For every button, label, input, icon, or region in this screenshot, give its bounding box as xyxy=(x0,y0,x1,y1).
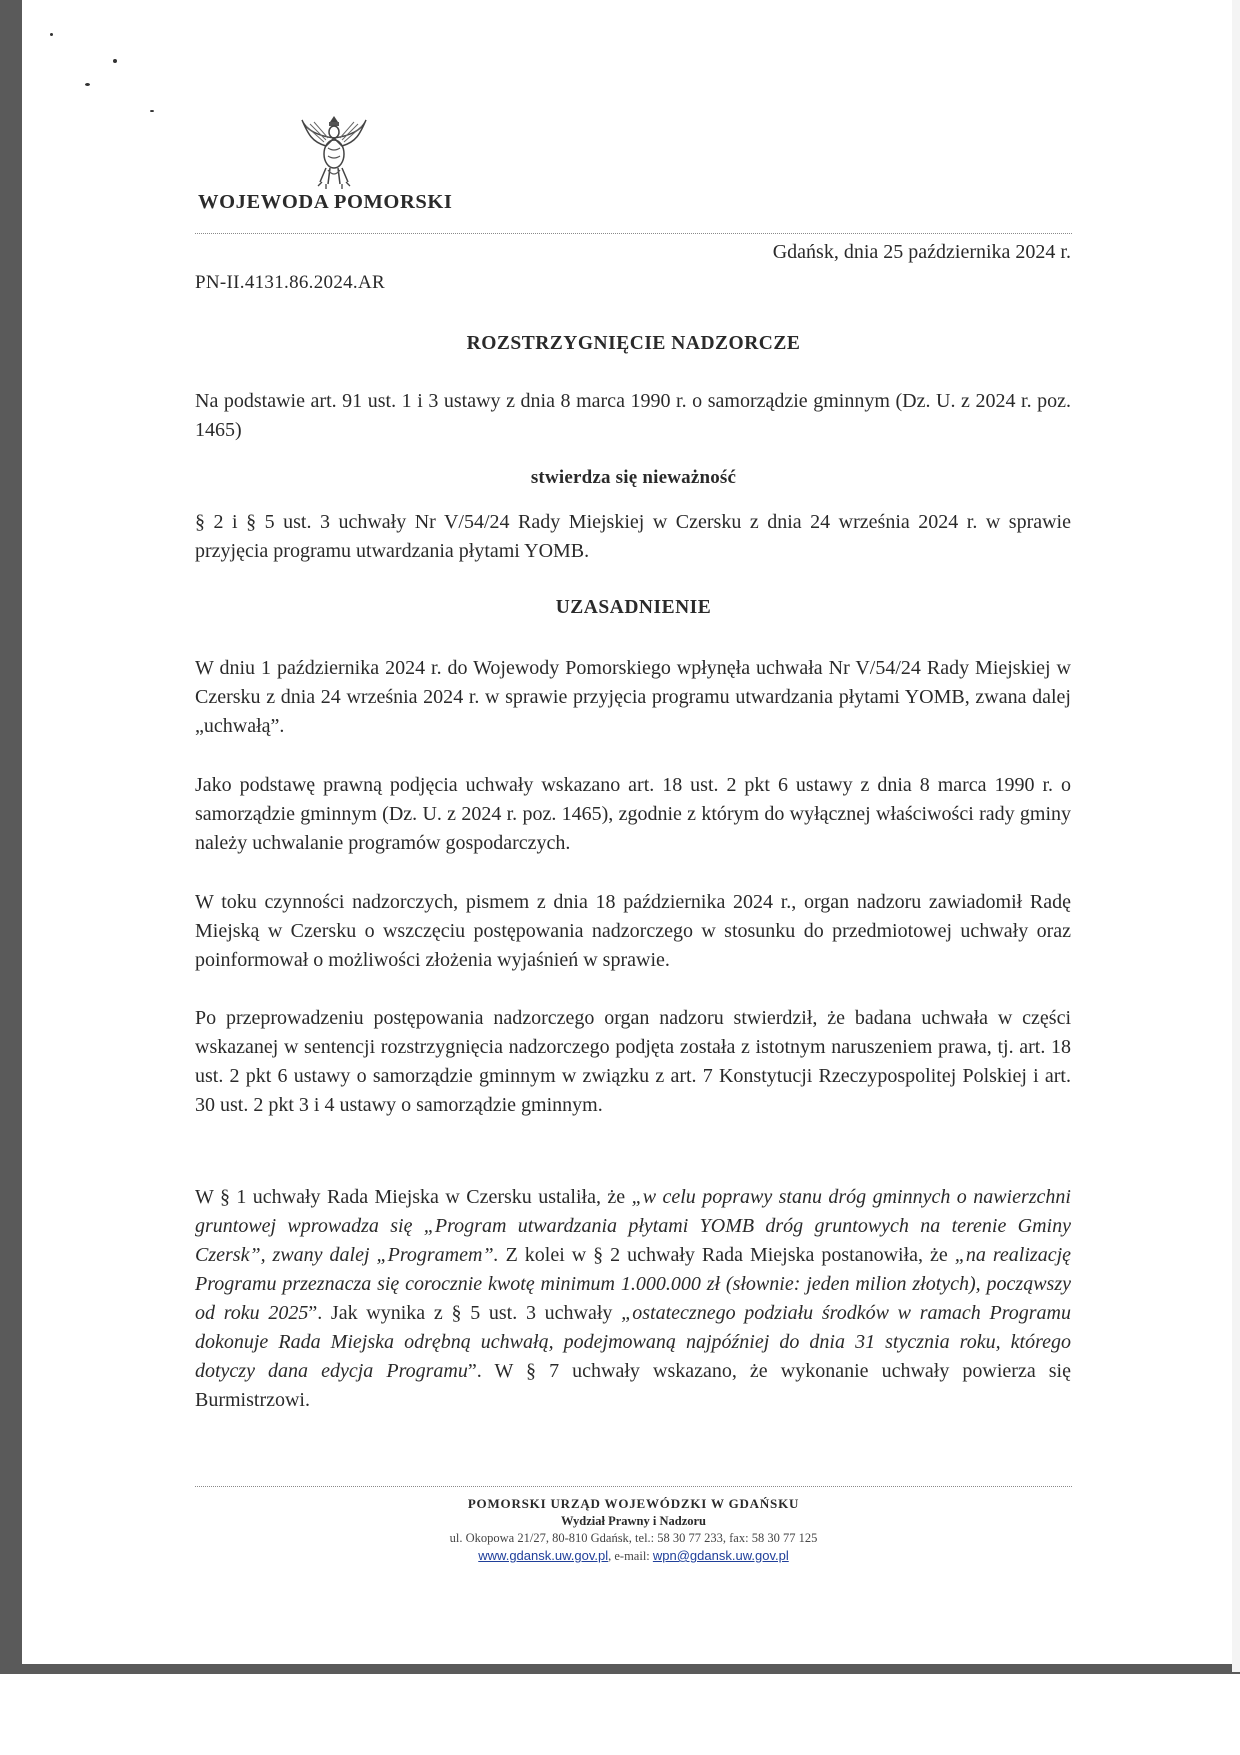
footer-office-name: POMORSKI URZĄD WOJEWÓDZKI W GDAŃSKU xyxy=(467,1496,800,1511)
paragraph-text: ”. Jak wynika z § 5 ust. 3 uchwały xyxy=(308,1302,622,1324)
white-eagle-emblem-icon xyxy=(298,112,370,192)
resolution-quote-1: „w celu poprawy stanu dróg gminnych o nawierzchni gruntowej wprowadza się „Program utwardzania płytami YOMB dróg gruntowych na terenie Gminy Czersk”, zwany dalej „Programem”. xyxy=(195,1186,1071,1266)
scan-margin-right xyxy=(1232,0,1240,1672)
scan-margin-left xyxy=(0,0,22,1672)
scan-speck xyxy=(50,33,53,36)
scan-speck xyxy=(85,83,90,86)
footer-divider xyxy=(195,1486,1072,1487)
decision-title: ROZSTRZYGNIĘCIE NADZORCZE xyxy=(466,333,801,354)
scan-speck xyxy=(113,59,117,63)
scan-margin-bottom xyxy=(0,1664,1240,1674)
resolution-quote-2: „na realizację Programu przeznacza się corocznie kwotę minimum 1.000.000 zł (słownie: jeden milion złotych), począwszy od roku 2025 xyxy=(195,1244,1072,1324)
justification-title: UZASADNIENIE xyxy=(555,597,712,618)
email-label: , e-mail: xyxy=(608,1549,653,1563)
footer-department: Wydział Prawny i Nadzoru xyxy=(560,1514,707,1528)
email-link[interactable]: wpn@gdansk.uw.gov.pl xyxy=(652,1548,789,1563)
footer-address: ul. Okopowa 21/27, 80-810 Gdańsk, tel.: 58 30 77 233, fax: 58 30 77 125 xyxy=(449,1531,818,1545)
resolution-quote-3: „ostatecznego podziału środków w ramach Programu dokonuje Rada Miejska odrębną uchwałą, podejmowaną najpóźniej do dnia 31 stycznia roku, którego dotyczy dana edycja Programu xyxy=(195,1302,1071,1382)
justification-paragraph-2: Jako podstawę prawną podjęcia uchwały wskazano art. 18 ust. 2 pkt 6 ustawy z dnia 8 marca 1990 r. o samorządzie gminnym (Dz. U. z 2024 r. poz. 1465), zgodnie z którym do wyłącznej właściwości rady gminy należy uchwalanie programów gospodarczych. xyxy=(195,774,1071,854)
authority-title: WOJEWODA POMORSKI xyxy=(198,191,453,213)
subject-paragraph: § 2 i § 5 ust. 3 uchwały Nr V/54/24 Rady Miejskiej w Czersku z dnia 24 września 2024 r. w sprawie przyjęcia programu utwardzania płytami YOMB. xyxy=(195,511,1071,562)
place-date: Gdańsk, dnia 25 października 2024 r. xyxy=(772,241,1071,263)
finding-statement: stwierdza się nieważność xyxy=(530,467,737,488)
header-divider xyxy=(195,233,1072,234)
justification-paragraph-4: Po przeprowadzeniu postępowania nadzorczego organ nadzoru stwierdził, że badana uchwała w części wskazanej w sentencji rozstrzygnięcia nadzorczego podjęta została z istotnym naruszeniem prawa, tj. art. 18 ust. 2 pkt 6 ustawy o samorządzie gminnym w związku z art. 7 Konstytucji Rzeczypospolitej Polskiej i art. 30 ust. 2 pkt 3 i 4 ustawy o samorządzie gminnym. xyxy=(195,1007,1071,1116)
footer-contacts xyxy=(195,1548,1072,1564)
legal-basis-paragraph: Na podstawie art. 91 ust. 1 i 3 ustawy z dnia 8 marca 1990 r. o samorządzie gminnym (Dz. U. z 2024 r. poz. 1465) xyxy=(195,390,1071,441)
justification-paragraph-3: W toku czynności nadzorczych, pismem z dnia 18 października 2024 r., organ nadzoru zawiadomił Radę Miejską w Czersku o wszczęciu postępowania nadzorczego w stosunku do przedmiotowej uchwały oraz poinformował o możliwości złożenia wyjaśnień w sprawie. xyxy=(195,891,1071,971)
paragraph-text: Z kolei w § 2 uchwały Rada Miejska postanowiła, że xyxy=(498,1244,955,1266)
reference-number: PN-II.4131.86.2024.AR xyxy=(195,272,385,293)
justification-paragraph-1: W dniu 1 października 2024 r. do Wojewody Pomorskiego wpłynęła uchwała Nr V/54/24 Rady Miejskiej w Czersku z dnia 24 września 2024 r. w sprawie przyjęcia programu utwardzania płytami YOMB, zwana dalej „uchwałą”. xyxy=(195,657,1071,737)
justification-paragraph-5 xyxy=(195,1183,1071,1415)
website-link[interactable]: www.gdansk.uw.gov.pl xyxy=(478,1548,609,1563)
scan-speck xyxy=(150,110,154,112)
paragraph-text: W § 1 uchwały Rada Miejska w Czersku ustaliła, że xyxy=(195,1186,632,1208)
paragraph-text: ”. W § 7 uchwały wskazano, że wykonanie uchwały powierza się Burmistrzowi. xyxy=(195,1360,1071,1411)
